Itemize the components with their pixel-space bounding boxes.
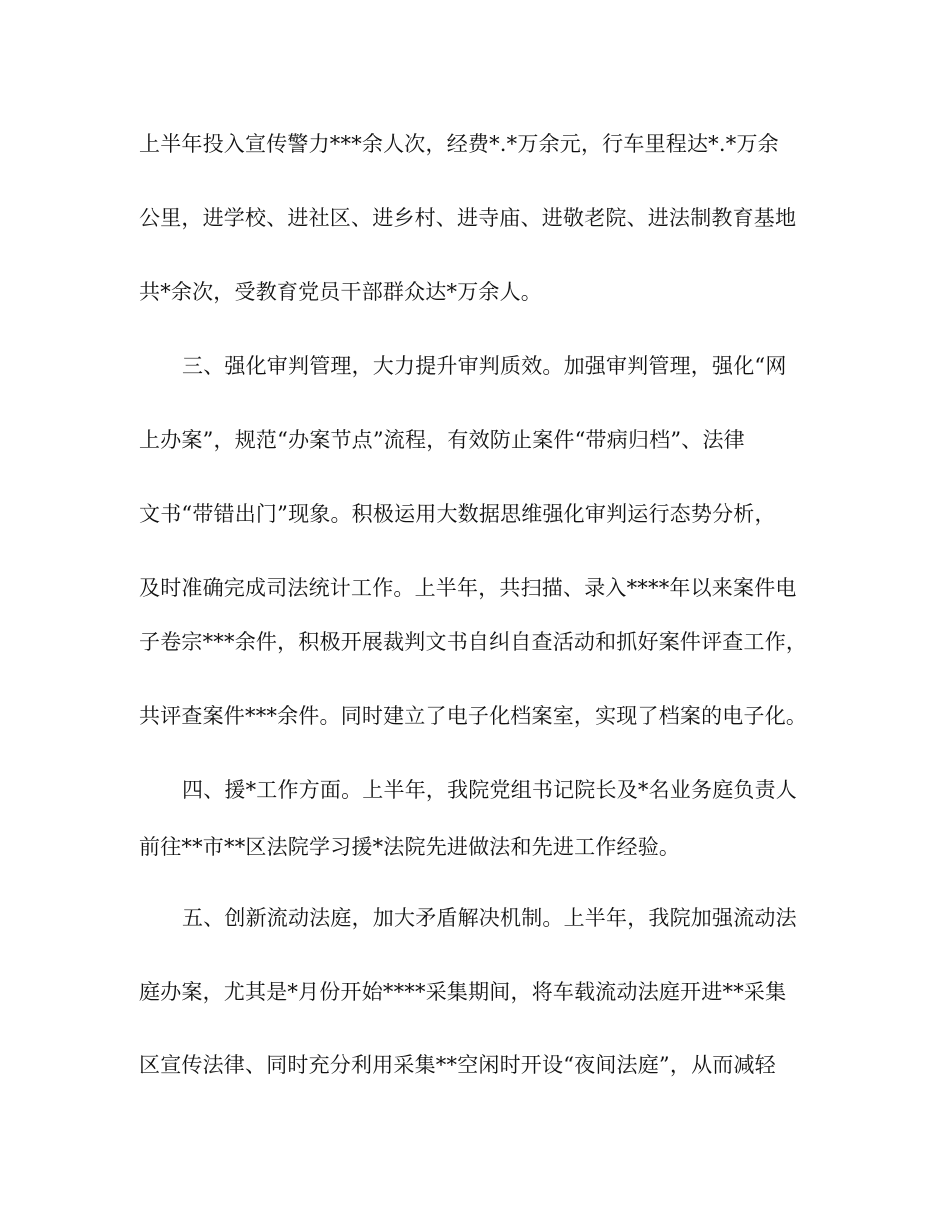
- paragraph-line: 上办案”，规范“办案节点”流程，有效防止案件“带病归档”、法律: [139, 428, 745, 452]
- paragraph-line: 四、援*工作方面。上半年，我院党组书记院长及*名业务庭负责人: [182, 778, 797, 802]
- paragraph-line: 区宣传法律、同时充分利用采集**空闲时开设“夜间法庭”，从而减轻: [139, 1053, 776, 1077]
- paragraph-line: 共*余次，受教育党员干部群众达*万余人。: [139, 280, 542, 304]
- paragraph-line: 五、创新流动法庭，加大矛盾解决机制。上半年，我院加强流动法: [182, 906, 797, 930]
- paragraph-line: 三、强化审判管理，大力提升审判质效。加强审判管理，强化“网: [182, 354, 787, 378]
- paragraph-line: 子卷宗***余件，积极开展裁判文书自纠自查活动和抓好案件评查工作，: [139, 630, 808, 654]
- paragraph-line: 公里，进学校、进社区、进乡村、进寺庙、进敬老院、进法制教育基地: [139, 206, 797, 230]
- paragraph-line: 及时准确完成司法统计工作。上半年，共扫描、录入****年以来案件电: [139, 576, 797, 600]
- paragraph-line: 庭办案，尤其是*月份开始****采集期间，将车载流动法庭开进**采集: [139, 980, 787, 1004]
- paragraph-line: 共评查案件***余件。同时建立了电子化档案室，实现了档案的电子化。: [139, 704, 808, 728]
- paragraph-line: 文书“带错出门”现象。积极运用大数据思维强化审判运行态势分析，: [139, 502, 776, 526]
- paragraph-line: 前往**市**区法院学习援*法院先进做法和先进工作经验。: [139, 835, 681, 859]
- paragraph-line: 上半年投入宣传警力***余人次，经费*.*万余元，行车里程达*.*万余: [139, 132, 779, 156]
